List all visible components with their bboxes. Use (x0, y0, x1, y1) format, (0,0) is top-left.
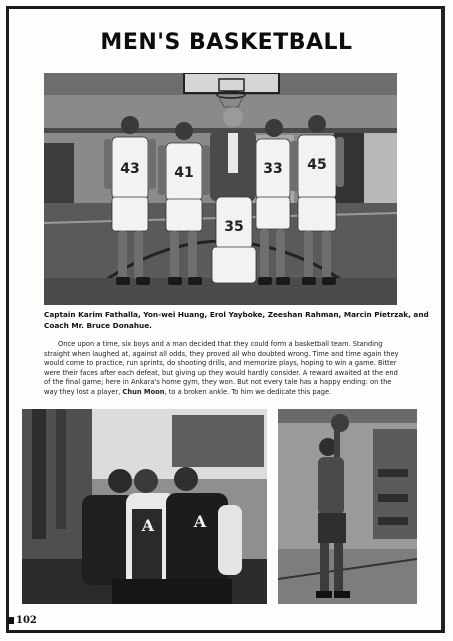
story-text: , to a broken ankle. To him we dedicate this page. (164, 387, 332, 396)
jacket-letter: A (193, 512, 207, 531)
story-text: way they lost a player, (44, 387, 121, 396)
story-line: Once upon a time, six boys and a man decided that they could form a basketball team. Standing (58, 340, 383, 348)
page-title: MEN'S BASKETBALL (100, 30, 353, 55)
jersey-number: 35 (224, 219, 244, 235)
jacket-letter: A (141, 516, 155, 535)
story-paragraph (44, 340, 414, 397)
page-number: 102 (16, 615, 37, 626)
story-line: of the final game; here in Ankara's home gym, they won. But not every tale has a happy ending: on the (44, 378, 392, 386)
story-line: were their faces after each defeat, but giving up they would hardly consider. A reward awaited at the end (44, 368, 398, 377)
player-name: Chun Moon (122, 387, 165, 396)
team-photo (44, 73, 397, 305)
jersey-number: 43 (120, 161, 140, 177)
shooting-photo (278, 409, 417, 604)
caption-line: Captain Karim Fathalla, Yon-wei Huang, Erol Yayboke, Zeeshan Rahman, Marcin Pietrzak, and (44, 310, 429, 319)
caption-line: Coach Mr. Bruce Donahue. (44, 321, 152, 330)
jersey-number: 33 (263, 161, 283, 177)
jersey-number: 45 (307, 157, 327, 173)
story-line: straight when laughed at, against all odds, they proved all who doubted wrong. Time and time again they (44, 349, 399, 358)
candid-group-photo (22, 409, 267, 604)
jersey-number: 41 (174, 165, 194, 181)
story-line: would come to practice, run sprints, do shooting drills, and memorize plays, hoping to win a game. Bitter (44, 359, 397, 367)
story-line-final (44, 388, 414, 398)
photo-caption (44, 309, 429, 331)
